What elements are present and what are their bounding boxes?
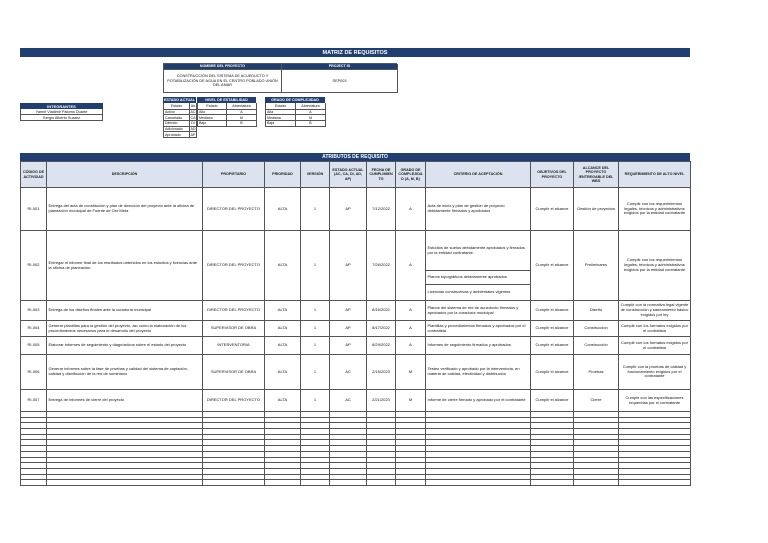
priority-cell: ALTA [265,337,301,355]
high-level-requirement-cell: Cumplir con las especificaciones requeridas por el contratante [619,390,691,412]
requirement-row [21,355,691,390]
column-header-objective: OBJETIVOS DEL PROYECTO [531,162,574,188]
high-level-requirement-cell: Cumplir con los requerimientos legales, técnicos y administrativos exigidos por la entidad contratante [619,188,691,231]
high-level-requirement-cell: Cumplir con la normativa legal vigente de construcción y saneamiento básico exigidos por ley [619,301,691,321]
legend-grado-complejidad [265,97,325,127]
complexity-cell: A [396,231,426,301]
high-level-requirement-cell: Cumplir con los requerimientos legales, técnicos y administrativos exigidos por la entidad contratante [619,231,691,301]
status-cell: AP [330,231,367,301]
owner-cell: DIRECTOR DEL PROYECTO [203,390,265,412]
legend-label: Aprobado [164,132,190,138]
legend-abbreviation: M [296,115,326,121]
scope-deliverable-cell: Preliminares [574,231,619,301]
acceptance-criteria-cell: Informes de seguimiento firmados y aprobados [426,337,531,355]
legend-label: Alto [198,110,227,116]
activity-code-cell: RI-004 [21,321,47,337]
legend-abbreviation: B [296,121,326,127]
legend-label: Bajo [198,121,227,127]
scope-deliverable-cell: Gestión de proyectos [574,188,619,231]
version-cell: 1 [301,390,330,412]
high-level-requirement-cell: Cumplir con los formatos exigidos por el contratista [619,321,691,337]
high-level-requirement-cell: Cumplir con los formatos exigidos por el contratista [619,337,691,355]
legend-abbreviation: AC [190,109,196,114]
status-cell: AP [330,321,367,337]
acceptance-criteria-cell: Licencias constructivas y ambientales vigentes [426,285,531,301]
complexity-cell: A [396,337,426,355]
project-name: CONSTRUCCIÓN DEL SISTEMA DE ACUEDUCTO Y POTABILIZACIÓN DE AGUA EN EL CENTRO POBLADO UNIÓN DEL AMAR [164,70,282,93]
legend-label: Mediano [198,115,227,121]
acceptance-criteria-cell: Planos del sistema de red de acueducto firmados y aprobados por la curaduría municipal [426,301,531,321]
requirement-row [21,188,691,231]
description-cell: Generar plantillas para la gestión del proyecto, así como la elaboración de los procedimientos necesarios para el desarrollo del proyecto [47,321,203,337]
description-cell: Elaborar informes de seguimiento y diagnósticos sobre el estado del proyecto [47,337,203,355]
priority-cell: ALTA [265,231,301,301]
project-info-table [163,63,397,93]
due-date-cell: 8/29/2022 [367,337,396,355]
complexity-cell: M [396,355,426,390]
legend-header: NIVEL DE ESTABILIDAD [197,97,256,103]
column-header-description: DESCRIPCIÓN [47,162,203,188]
column-header-criteria: CRITERIO DE ACEPTACIÓN [426,162,531,188]
legend-abbreviation: M [227,115,257,121]
scope-deliverable-cell: Cierre [574,390,619,412]
requirements-attributes-header: ATRIBUTOS DE REQUISITO [20,153,690,161]
high-level-requirement-cell: Cumplir con la pruebas de calidad y funcionamiento exigidos por el contratante [619,355,691,390]
legend-grid [163,103,196,138]
legend-abbreviation: DI [190,121,197,127]
status-cell: AP [330,301,367,321]
legend-abbreviation: AP [190,132,196,137]
scope-deliverable-cell: Construcción [574,337,619,355]
column-header-date: FECHA DE CUMPLIMIENTO [367,162,396,188]
priority-cell: ALTA [265,321,301,337]
version-cell: 1 [301,188,330,231]
project-objective-cell: Cumplir el alcance [531,355,574,390]
legend-label: Cancelado [164,115,190,121]
column-header-priority: PRIORIDAD [265,162,301,188]
requirements-table-body [21,188,691,486]
legend-column-header: Abreviatura [227,103,257,110]
legend-column-header: Ab [190,103,196,108]
complexity-cell: A [396,188,426,231]
description-cell: Entregar el informe final de los resultados obtenidos en los estudios y licencias ante la oficina de planeación. [47,231,203,301]
owner-cell: DIRECTOR DEL PROYECTO [203,188,265,231]
version-cell: 1 [301,321,330,337]
legend-label: Adicionado [164,127,190,133]
requirement-row [21,321,691,337]
legend-header: GRADO DE COMPLEJIDAD [265,97,325,103]
priority-cell: ALTA [265,301,301,321]
due-date-cell: 2/21/2023 [367,390,396,412]
legend-grid [197,103,256,127]
priority-cell: ALTA [265,355,301,390]
column-header-status: ESTADO ACTUAL (AC, CA, DI, AD, AP) [330,162,367,188]
owner-cell: SUPERVISOR DE OBRA [203,321,265,337]
legend-abbreviation: A [227,110,257,116]
requirement-row [21,231,691,271]
legend-nivel-estabilidad [197,97,256,127]
column-header-high-level: REQUERIMIENTO DE ALTO NIVEL [619,162,691,188]
version-cell: 1 [301,301,330,321]
project-objective-cell: Cumplir el alcance [531,231,574,301]
empty-cell [574,480,619,486]
activity-code-cell: RI-001 [21,188,47,231]
scope-deliverable-cell: Diseño [574,301,619,321]
due-date-cell: 8/16/2022 [367,301,396,321]
complexity-cell: M [396,390,426,412]
status-cell: AC [330,355,367,390]
due-date-cell: 8/17/2022 [367,321,396,337]
legend-grid [265,103,325,127]
legend-abbreviation: B [227,121,257,127]
description-cell: Entrega de los diseños finales ante la curaduría municipal [47,301,203,321]
legend-label: Diferido [164,121,190,127]
legend-column-header: Estado [266,103,296,110]
members-header: INTEGRANTES [20,103,103,109]
empty-cell [330,480,367,486]
due-date-cell: 7/26/2022 [367,231,396,301]
legend-header: ESTADO ACTUAL [163,98,196,102]
legend-label: Activo [164,110,190,116]
column-header-owner: PROPIETARIO [203,162,265,188]
scope-deliverable-cell: Pruebas [574,355,619,390]
legend-column-header: Estado [198,103,227,110]
due-date-cell: 2/15/2023 [367,355,396,390]
legend-column-header: Abreviatura [296,103,326,110]
project-objective-cell: Cumplir el alcance [531,337,574,355]
status-cell: AC [330,390,367,412]
column-header-code: CÓDIGO DE ACTIVIDAD [21,162,47,188]
requirement-row [21,337,691,355]
scope-deliverable-cell: Construcción [574,321,619,337]
empty-cell [301,480,330,486]
column-header-row [21,162,691,188]
empty-cell [619,480,691,486]
complexity-cell: A [396,321,426,337]
legend-abbreviation: CA [190,115,196,120]
legend-label: Baja [266,121,296,127]
project-objective-cell: Cumplir el alcance [531,301,574,321]
legend-column-header: Estado [164,103,190,110]
complexity-cell: A [396,301,426,321]
priority-cell: ALTA [265,390,301,412]
due-date-cell: 7/12/2022 [367,188,396,231]
legend-estado-actual [163,97,196,138]
empty-row [21,480,691,486]
column-header-version: VERSIÓN [301,162,330,188]
description-cell: Generar informes sobre la fase de pruebas y calidad del sistema de captación, calidad y distribución de la red de suministro [47,355,203,390]
project-id-header: PROJECT ID [282,64,398,70]
requirements-table-head [21,162,691,188]
members-table [20,103,103,121]
acceptance-criteria-cell: Informe de cierre firmado y aprobado por el contratante [426,390,531,412]
status-cell: AP [330,188,367,231]
owner-cell: INTERVENTORIA [203,337,265,355]
empty-cell [21,480,47,486]
empty-cell [396,480,426,486]
member-name: Sergio Alberto Suarez [20,115,103,121]
project-objective-cell: Cumplir el alcance [531,321,574,337]
acceptance-criteria-cell: Planos topográficos debidamente aprobados [426,271,531,285]
legend-label: Alta [266,110,296,116]
legend-abbreviation: AD [190,126,196,131]
description-cell: Entrega de informes de cierre del proyecto [47,390,203,412]
activity-code-cell: RI-007 [21,390,47,412]
column-header-scope: ALCANCE DEL PROYECTO /ENTREGABLE DEL WBS [574,162,619,188]
owner-cell: DIRECTOR DEL PROYECTO [203,301,265,321]
version-cell: 1 [301,337,330,355]
owner-cell: DIRECTOR DEL PROYECTO [203,231,265,301]
owner-cell: SUPERVISOR DE OBRA [203,355,265,390]
legend-label: Mediana [266,115,296,121]
activity-code-cell: RI-003 [21,301,47,321]
acceptance-criteria-cell: Estudios de suelos debidamente aprobados y firmados por la entidad contratante. [426,231,531,271]
version-cell: 1 [301,355,330,390]
empty-cell [426,480,531,486]
requirement-row [21,390,691,412]
project-id: SEP003 [282,70,398,93]
empty-cell [367,480,396,486]
acceptance-criteria-cell: Acta de inicio y plan de gestión de proyecto debidamente firmados y aprobados [426,188,531,231]
empty-cell [531,480,574,486]
project-objective-cell: Cumplir el alcance [531,188,574,231]
acceptance-criteria-cell: Plantillas y procedimientos firmados y aprobados por el contratista [426,321,531,337]
empty-cell [47,480,203,486]
priority-cell: ALTA [265,188,301,231]
status-cell: AP [330,337,367,355]
activity-code-cell: RI-005 [21,337,47,355]
acceptance-criteria-cell: Testeo verificado y aprobado por la interventoria, en materia de calidad, efectividad y distribución [426,355,531,390]
empty-cell [265,480,301,486]
description-cell: Entrega del acta de constitución y plan de dirección del proyecto ante la oficina de planeación municipal de Fuente de Oro Meta [47,188,203,231]
version-cell: 1 [301,231,330,301]
project-name-header: NOMBRE DEL PROYECTO [164,64,282,70]
activity-code-cell: RI-002 [21,231,47,301]
member-name: Yamel Vladimir Palomo Duarte [20,109,103,115]
project-objective-cell: Cumplir el alcance [531,390,574,412]
legend-abbreviation: A [296,110,326,116]
empty-cell [203,480,265,486]
activity-code-cell: RI-006 [21,355,47,390]
matrix-title: MATRIZ DE REQUISITOS [20,48,690,57]
column-header-complexity: GRADO DE COMPLEJIDAD (A, M, B) [396,162,426,188]
requirement-row [21,301,691,321]
requirements-table [20,161,691,486]
